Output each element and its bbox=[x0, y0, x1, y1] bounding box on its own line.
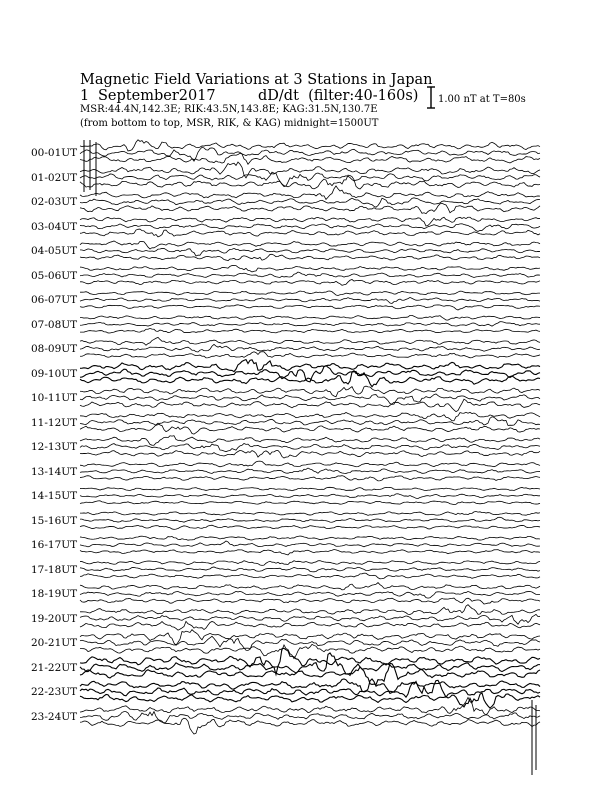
station-trace bbox=[80, 644, 540, 658]
station-trace bbox=[80, 248, 540, 256]
quantity-label: dD/dt bbox=[258, 88, 299, 104]
station-trace bbox=[80, 680, 540, 697]
station-trace bbox=[80, 305, 540, 310]
station-trace bbox=[80, 653, 540, 676]
station-trace bbox=[80, 315, 540, 320]
day-label: 1 bbox=[80, 88, 90, 104]
station-trace bbox=[80, 297, 540, 303]
station-trace bbox=[80, 541, 540, 547]
row-label: 20-21UT bbox=[31, 637, 78, 649]
station-trace bbox=[80, 517, 540, 522]
row-label: 02-03UT bbox=[31, 196, 78, 208]
chart-title: Magnetic Field Variations at 3 Stations in Japan bbox=[80, 72, 433, 88]
station-trace bbox=[80, 280, 540, 286]
station-trace bbox=[80, 461, 540, 467]
row-label: 09-10UT bbox=[31, 367, 78, 380]
station-trace bbox=[80, 291, 540, 295]
station-trace bbox=[80, 605, 540, 615]
station-trace bbox=[80, 591, 540, 598]
station-order-note: (from bottom to top, MSR, RIK, & KAG) midnight=1500UT bbox=[80, 118, 379, 129]
station-trace bbox=[80, 241, 540, 249]
row-label: 18-19UT bbox=[31, 588, 78, 600]
station-trace bbox=[80, 265, 540, 272]
station-trace bbox=[80, 172, 540, 186]
station-trace bbox=[80, 337, 540, 345]
row-label: 10-11UT bbox=[31, 392, 78, 404]
station-trace bbox=[80, 175, 540, 189]
station-trace bbox=[80, 386, 540, 397]
station-trace bbox=[80, 224, 540, 232]
station-trace bbox=[80, 352, 540, 358]
station-trace bbox=[80, 621, 540, 630]
month-year-label: September2017 bbox=[98, 88, 216, 104]
station-trace bbox=[80, 399, 540, 411]
station-trace bbox=[80, 536, 540, 540]
row-label: 17-18UT bbox=[31, 563, 78, 576]
station-trace bbox=[80, 417, 540, 426]
station-trace bbox=[80, 718, 540, 734]
row-label: 22-23UT bbox=[31, 686, 78, 698]
station-trace bbox=[80, 203, 540, 213]
station-trace bbox=[80, 443, 540, 451]
station-trace bbox=[80, 360, 540, 372]
station-trace bbox=[80, 450, 540, 458]
stations-info: MSR:44.4N,142.3E; RIK:43.5N,143.8E; KAG:31.5N,130.7E bbox=[80, 104, 378, 115]
station-trace bbox=[80, 525, 540, 529]
station-trace bbox=[80, 487, 540, 490]
station-trace bbox=[80, 436, 540, 446]
row-label: 11-12UT bbox=[31, 416, 78, 429]
station-trace bbox=[80, 561, 540, 566]
station-trace bbox=[80, 573, 540, 579]
scale-bar bbox=[427, 87, 435, 108]
station-trace bbox=[80, 254, 540, 260]
row-label: 00-01UT bbox=[31, 147, 78, 159]
row-label: 03-04UT bbox=[31, 220, 78, 233]
row-label: 12-13UT bbox=[31, 441, 78, 453]
row-label: 05-06UT bbox=[31, 269, 78, 282]
row-label: 08-09UT bbox=[31, 343, 78, 355]
station-trace bbox=[80, 328, 540, 333]
station-trace bbox=[80, 217, 540, 226]
filter-label: (filter:40-160s) bbox=[308, 88, 419, 104]
row-label: 06-07UT bbox=[31, 294, 78, 306]
station-trace bbox=[80, 162, 540, 178]
scale-bar-label: 1.00 nT at T=80s bbox=[438, 94, 526, 105]
station-trace bbox=[80, 371, 540, 386]
station-trace bbox=[80, 322, 540, 327]
station-trace bbox=[80, 140, 540, 151]
station-trace bbox=[80, 468, 540, 473]
station-trace bbox=[80, 598, 540, 604]
row-label: 13-14UT bbox=[31, 465, 78, 478]
station-trace bbox=[80, 550, 540, 555]
station-trace bbox=[80, 147, 540, 161]
station-trace bbox=[80, 636, 540, 650]
station-trace bbox=[80, 501, 540, 505]
row-label: 19-20UT bbox=[31, 612, 78, 625]
station-trace bbox=[80, 153, 540, 164]
station-trace bbox=[80, 567, 540, 572]
station-trace bbox=[80, 344, 540, 352]
row-label: 01-02UT bbox=[31, 171, 78, 184]
row-label: 04-05UT bbox=[31, 245, 78, 257]
station-trace bbox=[80, 423, 540, 434]
station-trace bbox=[80, 186, 540, 199]
row-label: 21-22UT bbox=[31, 661, 78, 674]
row-label: 23-24UT bbox=[31, 710, 78, 723]
station-trace bbox=[80, 476, 540, 481]
station-trace bbox=[80, 229, 540, 237]
row-label: 07-08UT bbox=[31, 318, 78, 331]
row-label: 14-15UT bbox=[31, 490, 78, 502]
station-trace bbox=[80, 512, 540, 516]
station-trace bbox=[80, 272, 540, 277]
row-label: 15-16UT bbox=[31, 514, 78, 527]
station-trace bbox=[80, 412, 540, 420]
station-trace bbox=[80, 198, 540, 207]
trace-group bbox=[80, 140, 540, 775]
station-trace bbox=[80, 679, 540, 693]
station-trace bbox=[80, 583, 540, 590]
row-label: 16-17UT bbox=[31, 539, 78, 551]
station-trace bbox=[80, 494, 540, 499]
